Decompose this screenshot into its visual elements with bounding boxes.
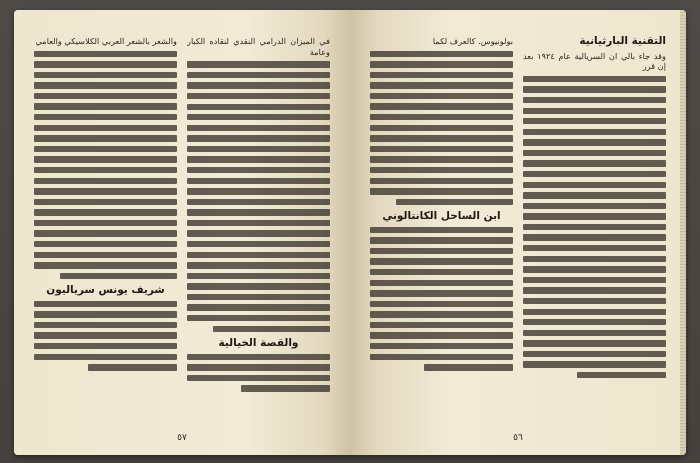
section-heading: والقصة الخيالية: [218, 337, 299, 350]
text-block: [187, 354, 330, 392]
text-block: [187, 61, 330, 332]
text-block: [370, 51, 513, 205]
left-page-right-column: [187, 36, 330, 424]
right-page-left-column: [370, 36, 513, 424]
column-first-line: في الميزان الدرامي النقدي لنقاده الكبار وعامة: [187, 36, 330, 57]
section-heading: التقنية البارثيانية: [579, 36, 666, 47]
open-book-spread: [14, 10, 686, 455]
page-number: ٥٧: [177, 433, 187, 443]
page-number: ٥٦: [513, 433, 523, 443]
left-page: [14, 10, 350, 455]
text-block: [523, 76, 666, 379]
right-page-columns: [370, 36, 666, 424]
column-first-line: وقد جاء بالي ان السريالية عام ١٩٢٤ بعد إن قرر: [523, 50, 666, 72]
page-edge-stack: [680, 10, 686, 455]
text-block: [34, 301, 177, 371]
right-page-right-column: [523, 36, 666, 424]
section-heading: شريف يونس سرياليون: [46, 284, 165, 297]
left-page-columns: [34, 36, 330, 424]
column-first-line: والشعر بالشعر العربي الكلاسيكي والعامي: [35, 36, 177, 46]
left-page-left-column: [34, 36, 177, 424]
text-block: [370, 227, 513, 371]
column-first-line: بولونيوس. كالعرف لكما: [432, 36, 513, 46]
text-block: [34, 51, 177, 280]
right-page: [350, 10, 686, 455]
section-heading: ابن الساحل الكانتالوني: [382, 210, 501, 223]
